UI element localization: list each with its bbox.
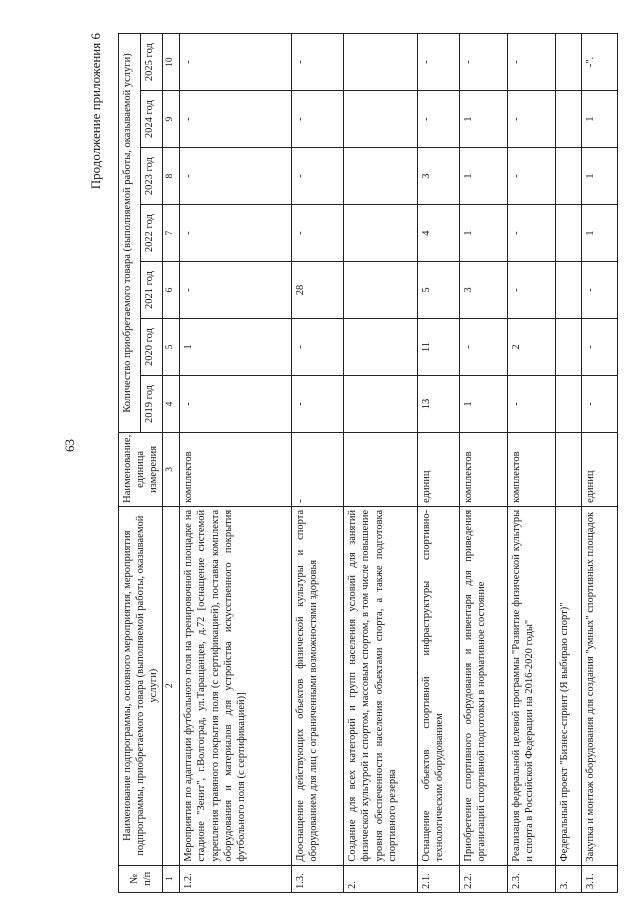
row-value: -	[180, 376, 292, 433]
row-value: 3	[418, 148, 460, 205]
row-value: 1	[460, 376, 508, 433]
row-value: 11	[418, 319, 460, 376]
row-value: -	[180, 205, 292, 262]
header-year: 2021 год	[141, 262, 163, 319]
table-row	[418, 34, 460, 893]
row-num: 1.3.	[292, 865, 344, 892]
row-value: 1	[460, 148, 508, 205]
row-name: Закупка и монтаж оборудования для создания "умных" спортивных площадок	[582, 506, 618, 865]
row-unit	[344, 432, 418, 506]
row-value: 1	[180, 319, 292, 376]
row-num: 2.2.	[460, 865, 508, 892]
header-qty-group: Количество приобретаемого товара (выполняемой работы, оказываемой услуги)	[119, 34, 141, 433]
column-index: 1	[163, 865, 180, 892]
header-year: 2019 год	[141, 376, 163, 433]
table-row	[582, 34, 618, 893]
row-value: 2	[508, 319, 556, 376]
table-row	[292, 34, 344, 893]
row-value: -	[582, 376, 618, 433]
row-value: -	[292, 376, 344, 433]
header-year: 2025 год	[141, 34, 163, 91]
row-value	[344, 376, 418, 433]
row-value: -	[460, 319, 508, 376]
rotated-page	[88, 33, 598, 893]
row-value: -	[292, 205, 344, 262]
row-value: 3	[460, 262, 508, 319]
row-unit: единиц	[418, 432, 460, 506]
column-index: 8	[163, 148, 180, 205]
row-name: Федеральный проект "Бизнес-спринт (Я выбираю спорт)"	[556, 506, 582, 865]
row-value: -	[418, 34, 460, 91]
row-name: Приобретение спортивного оборудования и инвентаря для приведения организаций спортивной подготовки в нормативное состояние	[460, 506, 508, 865]
row-value: -	[508, 34, 556, 91]
column-index: 5	[163, 319, 180, 376]
row-name: Мероприятия по адаптации футбольного поля на тренировочной площадке на стадионе "Зенит", г.Волгоград, ул.Таращанцев, д.72 [оснащение системой укрепления травяного покрытия поля (с сертификацией), поставка комплекта оборудования и материалов для устройства искусственного покрытия футбольного поля (с сертификацией)]	[180, 506, 292, 865]
row-value	[556, 91, 582, 148]
row-value: -	[582, 262, 618, 319]
row-value: -	[180, 148, 292, 205]
row-value: -	[292, 34, 344, 91]
header-year: 2020 год	[141, 319, 163, 376]
table-row	[508, 34, 556, 893]
row-value: 4	[418, 205, 460, 262]
row-value: 13	[418, 376, 460, 433]
row-value	[556, 148, 582, 205]
row-value: 1	[582, 205, 618, 262]
row-value: 1	[582, 91, 618, 148]
row-value	[344, 205, 418, 262]
table-row	[460, 34, 508, 893]
row-value	[556, 376, 582, 433]
column-index: 3	[163, 432, 180, 506]
row-value: -	[460, 34, 508, 91]
header-year: 2023 год	[141, 148, 163, 205]
row-value: -	[508, 91, 556, 148]
continuation-title: Продолжение приложения 6	[88, 33, 103, 190]
row-value	[344, 319, 418, 376]
row-num: 3.	[556, 865, 582, 892]
row-value	[556, 262, 582, 319]
row-value: -	[582, 319, 618, 376]
row-name: Оснащение объектов спортивной инфраструктуры спортивно-технологическим оборудованием	[418, 506, 460, 865]
row-value: -	[508, 148, 556, 205]
row-value: -	[508, 205, 556, 262]
row-name: Реализация федеральной целевой программы "Развитие физической культуры и спорта в Российской Федерации на 2016-2020 годы"	[508, 506, 556, 865]
row-value: 5	[418, 262, 460, 319]
row-value	[556, 319, 582, 376]
row-value: 1	[582, 148, 618, 205]
row-value: 1	[460, 91, 508, 148]
row-num: 2.	[344, 865, 418, 892]
row-num: 3.1.	[582, 865, 618, 892]
column-index: 2	[163, 506, 180, 865]
row-value	[344, 34, 418, 91]
row-name: Создание для всех категорий и групп населения условий для занятий физической культурой и спортом, массовым спортом, в том числе повышение уровня обеспеченности населения объектами спорта, а также подготовка спортивного резерва	[344, 506, 418, 865]
row-name: Дооснащение действующих объектов физической культуры и спорта оборудованием для лиц с ограниченными возможностями здоровья	[292, 506, 344, 865]
row-unit: комплектов	[460, 432, 508, 506]
page-number: 63	[62, 439, 77, 452]
header-unit: Наименование, единица измерения	[119, 432, 163, 506]
row-value: -	[180, 91, 292, 148]
header-num: № п/п	[119, 865, 163, 892]
row-value: -	[292, 91, 344, 148]
header-year: 2024 год	[141, 91, 163, 148]
column-index: 7	[163, 205, 180, 262]
row-value: 1	[460, 205, 508, 262]
row-value	[556, 34, 582, 91]
table-row	[556, 34, 582, 893]
row-num: 1.2.	[180, 865, 292, 892]
row-num: 2.3.	[508, 865, 556, 892]
row-unit: комплектов	[508, 432, 556, 506]
row-value: -".	[582, 34, 618, 91]
column-index: 4	[163, 376, 180, 433]
row-value: -	[418, 91, 460, 148]
column-index: 6	[163, 262, 180, 319]
column-index: 9	[163, 91, 180, 148]
row-unit: комплектов	[180, 432, 292, 506]
column-index: 10	[163, 34, 180, 91]
header-name: Наименование подпрограммы, основного мероприятия, мероприятия подпрограммы, приобретаемого товара (выполняемой работы, оказываемой услуги)	[119, 506, 163, 865]
row-unit: единиц	[582, 432, 618, 506]
row-value: -	[180, 262, 292, 319]
appendix-table	[118, 33, 618, 893]
row-value: 28	[292, 262, 344, 319]
row-value	[344, 262, 418, 319]
row-value: -	[292, 319, 344, 376]
row-value	[556, 205, 582, 262]
row-value: -	[508, 262, 556, 319]
row-unit	[556, 432, 582, 506]
row-value: -	[508, 376, 556, 433]
table-row	[344, 34, 418, 893]
row-unit: -	[292, 432, 344, 506]
row-value: -	[180, 34, 292, 91]
row-value	[344, 148, 418, 205]
row-value: -	[292, 148, 344, 205]
table-row	[180, 34, 292, 893]
row-value	[344, 91, 418, 148]
row-num: 2.1.	[418, 865, 460, 892]
header-year: 2022 год	[141, 205, 163, 262]
